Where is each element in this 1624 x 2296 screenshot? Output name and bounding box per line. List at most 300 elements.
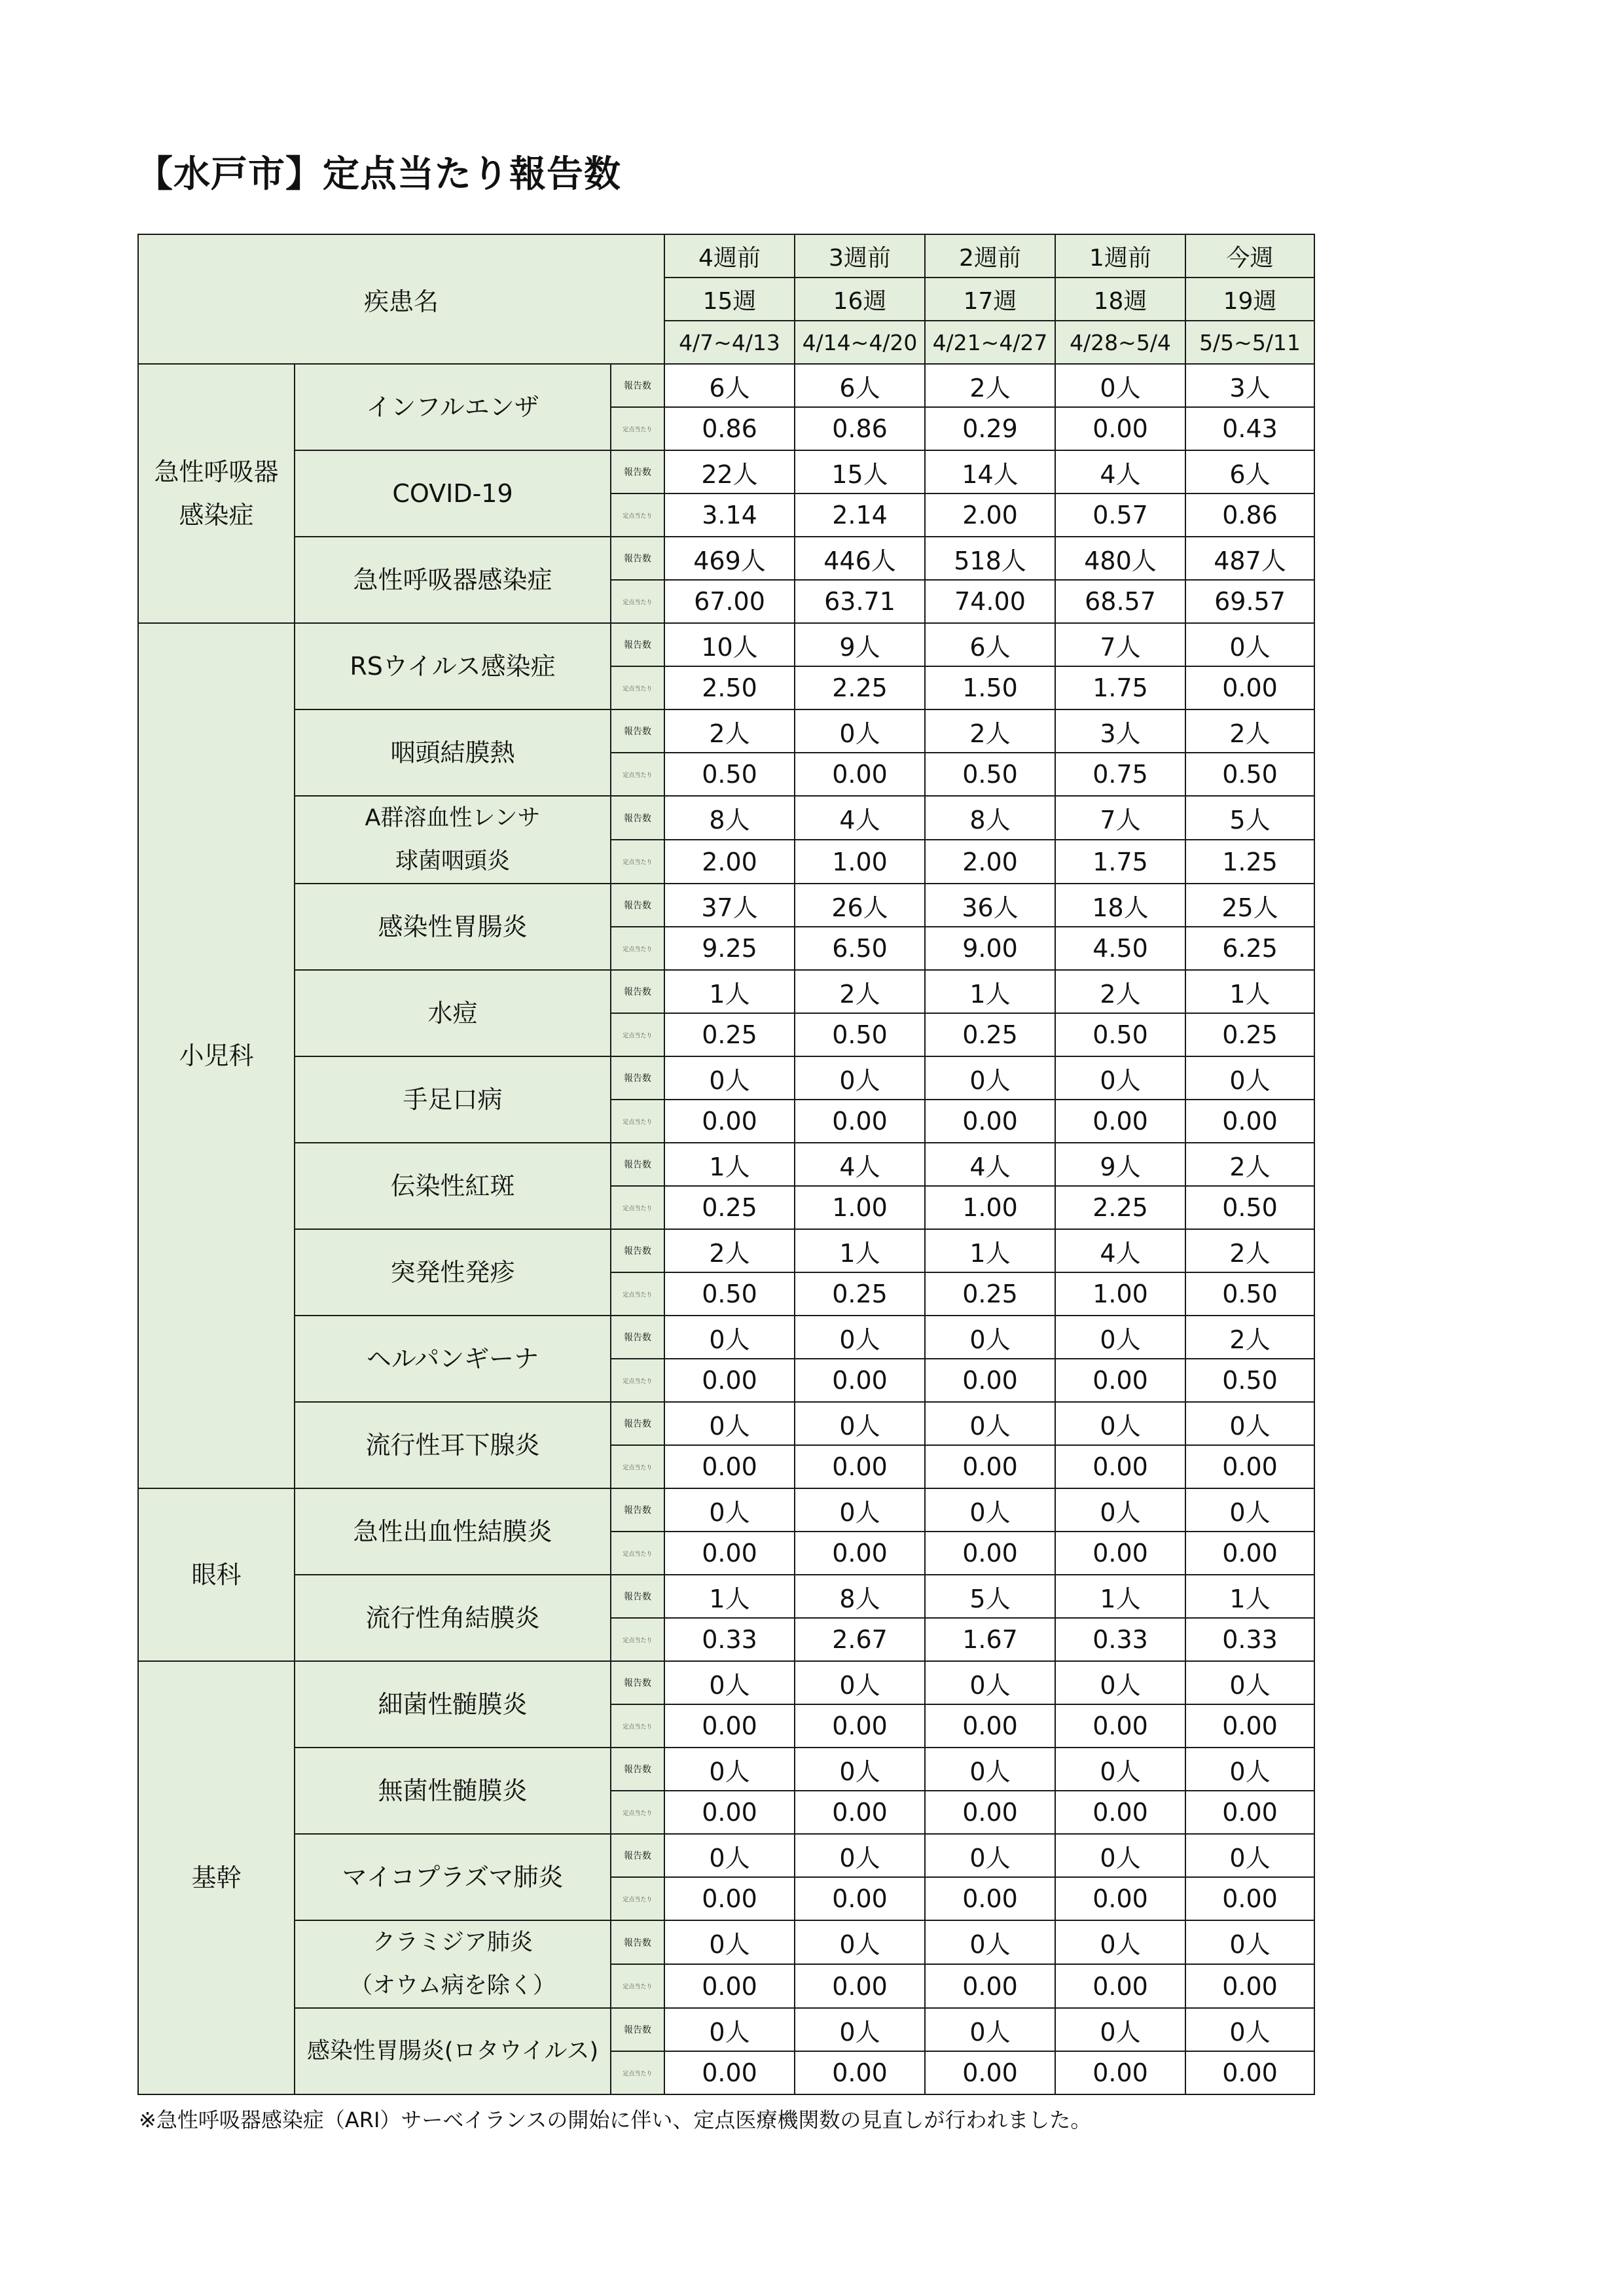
report-count-cell: 0人 — [795, 1488, 925, 1532]
reports-label: 報告数 — [611, 970, 664, 1013]
week-dates-header: 4/21~4/27 — [925, 321, 1055, 364]
report-count-cell: 4人 — [1055, 1229, 1185, 1272]
disease-name-cell: 咽頭結膜熱 — [295, 709, 611, 796]
per-point-value-cell: 0.00 — [1055, 1877, 1185, 1920]
report-count-cell: 0人 — [1185, 1661, 1314, 1704]
report-count-cell: 0人 — [925, 1748, 1055, 1791]
per-point-label: 定点当たり — [611, 1964, 664, 2008]
per-point-value-cell: 0.50 — [925, 753, 1055, 796]
reports-label: 報告数 — [611, 537, 664, 580]
per-point-value-cell: 0.00 — [925, 1532, 1055, 1575]
per-point-value-cell: 1.50 — [925, 666, 1055, 709]
week-ago-header: 3週前 — [795, 234, 925, 278]
per-point-value-cell: 0.50 — [795, 1013, 925, 1056]
per-point-value-cell: 0.50 — [1185, 1272, 1314, 1316]
report-count-cell: 26人 — [795, 884, 925, 927]
per-point-value-cell: 1.00 — [795, 840, 925, 884]
per-point-value-cell: 0.00 — [1055, 1704, 1185, 1748]
per-point-value-cell: 1.67 — [925, 1618, 1055, 1661]
per-point-value-cell: 0.86 — [795, 407, 925, 450]
report-count-cell: 0人 — [664, 1402, 795, 1445]
disease-name-cell: インフルエンザ — [295, 364, 611, 450]
per-point-value-cell: 2.25 — [795, 666, 925, 709]
report-count-cell: 0人 — [795, 1661, 925, 1704]
per-point-value-cell: 0.25 — [664, 1013, 795, 1056]
category-cell: 基幹 — [138, 1661, 295, 2094]
report-count-cell: 0人 — [1185, 1834, 1314, 1877]
disease-name-cell: マイコプラズマ肺炎 — [295, 1834, 611, 1920]
report-count-row — [138, 1575, 1314, 1618]
report-count-cell: 1人 — [1055, 1575, 1185, 1618]
report-count-cell: 10人 — [664, 623, 795, 666]
per-point-value-cell: 0.57 — [1055, 493, 1185, 537]
disease-name-cell: ヘルパンギーナ — [295, 1316, 611, 1402]
report-count-cell: 2人 — [925, 709, 1055, 753]
per-point-value-cell: 0.00 — [795, 1532, 925, 1575]
report-count-cell: 7人 — [1055, 623, 1185, 666]
per-point-value-cell: 0.00 — [1055, 1100, 1185, 1143]
report-count-cell: 15人 — [795, 450, 925, 493]
disease-name-cell: 突発性発疹 — [295, 1229, 611, 1316]
report-count-cell: 446人 — [795, 537, 925, 580]
per-point-value-cell: 0.50 — [1185, 753, 1314, 796]
reports-label: 報告数 — [611, 1834, 664, 1877]
report-count-cell: 0人 — [1055, 2008, 1185, 2051]
report-count-cell: 518人 — [925, 537, 1055, 580]
reports-label: 報告数 — [611, 364, 664, 407]
report-count-cell: 0人 — [1055, 1056, 1185, 1100]
per-point-label: 定点当たり — [611, 580, 664, 623]
per-point-label: 定点当たり — [611, 1100, 664, 1143]
per-point-value-cell: 2.00 — [925, 840, 1055, 884]
report-count-cell: 0人 — [795, 1748, 925, 1791]
disease-name-cell: 流行性角結膜炎 — [295, 1575, 611, 1661]
per-point-value-cell: 0.00 — [925, 2051, 1055, 2094]
report-count-cell: 2人 — [664, 709, 795, 753]
per-point-value-cell: 0.00 — [1055, 1445, 1185, 1488]
week-dates-header: 4/28~5/4 — [1055, 321, 1185, 364]
per-point-value-cell: 6.25 — [1185, 927, 1314, 970]
per-point-value-cell: 68.57 — [1055, 580, 1185, 623]
category-cell: 小児科 — [138, 623, 295, 1488]
per-point-value-cell: 0.50 — [1055, 1013, 1185, 1056]
week-week-header: 17週 — [925, 278, 1055, 321]
report-count-cell: 1人 — [1185, 970, 1314, 1013]
per-point-value-cell: 0.00 — [1055, 1359, 1185, 1402]
category-cell: 急性呼吸器 感染症 — [138, 364, 295, 623]
per-point-value-cell: 0.00 — [925, 1877, 1055, 1920]
per-point-value-cell: 0.00 — [795, 1964, 925, 2008]
report-count-cell: 0人 — [925, 1316, 1055, 1359]
per-point-value-cell: 0.00 — [664, 1445, 795, 1488]
report-count-cell: 2人 — [925, 364, 1055, 407]
reports-label: 報告数 — [611, 1056, 664, 1100]
week-week-header: 18週 — [1055, 278, 1185, 321]
report-count-cell: 0人 — [664, 1920, 795, 1964]
per-point-value-cell: 0.00 — [925, 1791, 1055, 1834]
per-point-value-cell: 0.25 — [1185, 1013, 1314, 1056]
per-point-value-cell: 2.00 — [925, 493, 1055, 537]
per-point-value-cell: 3.14 — [664, 493, 795, 537]
per-point-value-cell: 0.00 — [1055, 1964, 1185, 2008]
per-point-value-cell: 0.00 — [664, 1964, 795, 2008]
report-count-cell: 0人 — [664, 1661, 795, 1704]
report-count-row — [138, 2008, 1314, 2051]
report-count-cell: 2人 — [664, 1229, 795, 1272]
per-point-value-cell: 0.00 — [925, 1359, 1055, 1402]
per-point-value-cell: 0.33 — [1055, 1618, 1185, 1661]
per-point-value-cell: 0.00 — [1185, 666, 1314, 709]
report-count-cell: 0人 — [795, 1920, 925, 1964]
per-point-value-cell: 2.00 — [664, 840, 795, 884]
reports-label: 報告数 — [611, 884, 664, 927]
header-row — [138, 234, 1314, 278]
reports-label: 報告数 — [611, 1143, 664, 1186]
per-point-label: 定点当たり — [611, 1791, 664, 1834]
report-count-cell: 3人 — [1185, 364, 1314, 407]
report-count-cell: 0人 — [664, 1316, 795, 1359]
report-count-row — [138, 1661, 1314, 1704]
report-count-cell: 6人 — [664, 364, 795, 407]
report-count-cell: 0人 — [1055, 1316, 1185, 1359]
report-count-row — [138, 1056, 1314, 1100]
per-point-value-cell: 0.86 — [1185, 493, 1314, 537]
disease-name-cell: 無菌性髄膜炎 — [295, 1748, 611, 1834]
report-count-cell: 480人 — [1055, 537, 1185, 580]
disease-name-cell: A群溶血性レンサ 球菌咽頭炎 — [295, 796, 611, 884]
per-point-value-cell: 0.00 — [664, 1704, 795, 1748]
per-point-value-cell: 69.57 — [1185, 580, 1314, 623]
per-point-value-cell: 0.50 — [1185, 1359, 1314, 1402]
per-point-value-cell: 0.00 — [1185, 2051, 1314, 2094]
report-count-cell: 0人 — [925, 1920, 1055, 1964]
per-point-value-cell: 0.29 — [925, 407, 1055, 450]
disease-name-cell: 急性出血性結膜炎 — [295, 1488, 611, 1575]
reports-label: 報告数 — [611, 796, 664, 840]
per-point-value-cell: 9.25 — [664, 927, 795, 970]
per-point-value-cell: 0.33 — [664, 1618, 795, 1661]
per-point-value-cell: 0.00 — [925, 1100, 1055, 1143]
report-count-row — [138, 450, 1314, 493]
per-point-value-cell: 0.00 — [1185, 1704, 1314, 1748]
report-count-cell: 2人 — [1185, 1316, 1314, 1359]
per-point-value-cell: 63.71 — [795, 580, 925, 623]
per-point-value-cell: 0.33 — [1185, 1618, 1314, 1661]
per-point-value-cell: 74.00 — [925, 580, 1055, 623]
report-count-row — [138, 537, 1314, 580]
report-count-cell: 0人 — [1055, 1488, 1185, 1532]
per-point-value-cell: 0.00 — [664, 1877, 795, 1920]
reports-label: 報告数 — [611, 1661, 664, 1704]
per-point-value-cell: 0.50 — [664, 753, 795, 796]
week-ago-header: 4週前 — [664, 234, 795, 278]
per-point-value-cell: 1.00 — [1055, 1272, 1185, 1316]
report-count-cell: 0人 — [795, 1056, 925, 1100]
report-count-cell: 2人 — [1185, 1229, 1314, 1272]
report-count-row — [138, 1229, 1314, 1272]
disease-name-cell: 流行性耳下腺炎 — [295, 1402, 611, 1488]
per-point-value-cell: 0.25 — [925, 1013, 1055, 1056]
report-count-cell: 9人 — [1055, 1143, 1185, 1186]
report-count-cell: 4人 — [1055, 450, 1185, 493]
report-count-cell: 3人 — [1055, 709, 1185, 753]
per-point-value-cell: 67.00 — [664, 580, 795, 623]
per-point-value-cell: 0.00 — [795, 1877, 925, 1920]
disease-name-cell: 感染性胃腸炎(ロタウイルス) — [295, 2008, 611, 2094]
per-point-value-cell: 0.00 — [1055, 2051, 1185, 2094]
per-point-value-cell: 0.00 — [795, 1704, 925, 1748]
report-count-cell: 14人 — [925, 450, 1055, 493]
reports-label: 報告数 — [611, 1748, 664, 1791]
report-count-row — [138, 1834, 1314, 1877]
per-point-label: 定点当たり — [611, 407, 664, 450]
per-point-value-cell: 2.50 — [664, 666, 795, 709]
per-point-value-cell: 4.50 — [1055, 927, 1185, 970]
report-count-cell: 0人 — [795, 1834, 925, 1877]
report-count-cell: 37人 — [664, 884, 795, 927]
report-count-cell: 0人 — [925, 1056, 1055, 1100]
report-count-cell: 4人 — [925, 1143, 1055, 1186]
report-count-row — [138, 1920, 1314, 1964]
report-count-cell: 22人 — [664, 450, 795, 493]
report-count-cell: 1人 — [664, 1143, 795, 1186]
report-count-cell: 6人 — [1185, 450, 1314, 493]
per-point-label: 定点当たり — [611, 753, 664, 796]
report-count-cell: 25人 — [1185, 884, 1314, 927]
disease-name-header: 疾患名 — [138, 234, 664, 364]
per-point-value-cell: 0.00 — [795, 1359, 925, 1402]
report-count-row — [138, 796, 1314, 840]
per-point-label: 定点当たり — [611, 1272, 664, 1316]
report-count-cell: 0人 — [664, 1488, 795, 1532]
report-count-cell: 8人 — [664, 796, 795, 840]
per-point-value-cell: 0.00 — [664, 2051, 795, 2094]
disease-name-cell: 急性呼吸器感染症 — [295, 537, 611, 623]
disease-name-cell: 細菌性髄膜炎 — [295, 1661, 611, 1748]
per-point-value-cell: 0.00 — [795, 1445, 925, 1488]
report-count-cell: 0人 — [664, 1834, 795, 1877]
report-count-cell: 1人 — [925, 970, 1055, 1013]
per-point-value-cell: 0.00 — [1185, 1532, 1314, 1575]
report-count-cell: 1人 — [925, 1229, 1055, 1272]
report-count-cell: 2人 — [1185, 709, 1314, 753]
per-point-value-cell: 0.50 — [664, 1272, 795, 1316]
report-count-cell: 0人 — [1185, 1402, 1314, 1445]
per-point-value-cell: 0.00 — [1185, 1877, 1314, 1920]
reports-label: 報告数 — [611, 623, 664, 666]
category-cell: 眼科 — [138, 1488, 295, 1661]
report-count-cell: 487人 — [1185, 537, 1314, 580]
per-point-value-cell: 1.00 — [795, 1186, 925, 1229]
per-point-value-cell: 0.00 — [1185, 1100, 1314, 1143]
disease-name-cell: 水痘 — [295, 970, 611, 1056]
per-point-value-cell: 2.25 — [1055, 1186, 1185, 1229]
report-count-cell: 0人 — [1185, 1748, 1314, 1791]
report-count-cell: 0人 — [1185, 1488, 1314, 1532]
report-count-cell: 2人 — [1185, 1143, 1314, 1186]
per-point-value-cell: 0.00 — [1185, 1791, 1314, 1834]
footnote: ※急性呼吸器感染症（ARI）サーベイランスの開始に伴い、定点医療機関数の見直しが行われました。 — [139, 2108, 1092, 2132]
report-count-row — [138, 884, 1314, 927]
report-count-cell: 1人 — [664, 970, 795, 1013]
week-week-header: 15週 — [664, 278, 795, 321]
report-count-row — [138, 623, 1314, 666]
per-point-value-cell: 0.00 — [1055, 1791, 1185, 1834]
week-dates-header: 4/14~4/20 — [795, 321, 925, 364]
report-count-cell: 4人 — [795, 796, 925, 840]
report-count-cell: 6人 — [795, 364, 925, 407]
report-count-cell: 0人 — [925, 1834, 1055, 1877]
disease-name-cell: COVID-19 — [295, 450, 611, 537]
per-point-value-cell: 0.50 — [1185, 1186, 1314, 1229]
report-count-cell: 469人 — [664, 537, 795, 580]
report-count-cell: 1人 — [664, 1575, 795, 1618]
per-point-value-cell: 1.00 — [925, 1186, 1055, 1229]
per-point-value-cell: 0.00 — [1185, 1445, 1314, 1488]
per-point-label: 定点当たり — [611, 1532, 664, 1575]
per-point-value-cell: 0.00 — [925, 1445, 1055, 1488]
per-point-value-cell: 0.00 — [925, 1964, 1055, 2008]
report-count-row — [138, 1143, 1314, 1186]
reports-label: 報告数 — [611, 1229, 664, 1272]
report-count-cell: 0人 — [1185, 1056, 1314, 1100]
per-point-value-cell: 0.25 — [925, 1272, 1055, 1316]
disease-name-cell: 手足口病 — [295, 1056, 611, 1143]
report-count-row — [138, 1488, 1314, 1532]
per-point-value-cell: 0.00 — [1185, 1964, 1314, 2008]
per-point-label: 定点当たり — [611, 493, 664, 537]
report-count-cell: 0人 — [795, 1402, 925, 1445]
per-point-value-cell: 0.25 — [664, 1186, 795, 1229]
per-point-value-cell: 0.00 — [925, 1704, 1055, 1748]
report-count-cell: 36人 — [925, 884, 1055, 927]
report-count-cell: 0人 — [795, 2008, 925, 2051]
report-count-cell: 18人 — [1055, 884, 1185, 927]
per-point-value-cell: 0.00 — [664, 1100, 795, 1143]
per-point-label: 定点当たり — [611, 1445, 664, 1488]
disease-name-cell: クラミジア肺炎 （オウム病を除く） — [295, 1920, 611, 2008]
per-point-value-cell: 0.00 — [795, 2051, 925, 2094]
per-point-label: 定点当たり — [611, 1013, 664, 1056]
per-point-value-cell: 2.67 — [795, 1618, 925, 1661]
page-title: 【水戸市】定点当たり報告数 — [136, 153, 621, 196]
report-count-cell: 2人 — [1055, 970, 1185, 1013]
per-point-value-cell: 0.00 — [1055, 407, 1185, 450]
per-point-value-cell: 0.00 — [664, 1532, 795, 1575]
report-count-cell: 0人 — [1185, 623, 1314, 666]
report-count-cell: 0人 — [1055, 1661, 1185, 1704]
reports-label: 報告数 — [611, 1316, 664, 1359]
disease-name-cell: 伝染性紅斑 — [295, 1143, 611, 1229]
per-point-value-cell: 0.00 — [664, 1791, 795, 1834]
week-ago-header: 1週前 — [1055, 234, 1185, 278]
report-count-cell: 9人 — [795, 623, 925, 666]
per-point-label: 定点当たり — [611, 1618, 664, 1661]
report-count-row — [138, 1316, 1314, 1359]
report-count-cell: 7人 — [1055, 796, 1185, 840]
per-point-value-cell: 9.00 — [925, 927, 1055, 970]
report-count-cell: 0人 — [795, 1316, 925, 1359]
report-table — [137, 234, 1315, 2095]
disease-name-cell: RSウイルス感染症 — [295, 623, 611, 709]
per-point-value-cell: 0.00 — [1055, 1532, 1185, 1575]
report-count-cell: 0人 — [1185, 2008, 1314, 2051]
per-point-value-cell: 1.75 — [1055, 840, 1185, 884]
week-ago-header: 2週前 — [925, 234, 1055, 278]
week-week-header: 19週 — [1185, 278, 1314, 321]
week-dates-header: 5/5~5/11 — [1185, 321, 1314, 364]
per-point-value-cell: 0.43 — [1185, 407, 1314, 450]
report-count-cell: 0人 — [1055, 1834, 1185, 1877]
report-count-cell: 8人 — [925, 796, 1055, 840]
reports-label: 報告数 — [611, 1402, 664, 1445]
report-count-cell: 0人 — [1055, 1748, 1185, 1791]
week-ago-header: 今週 — [1185, 234, 1314, 278]
reports-label: 報告数 — [611, 2008, 664, 2051]
report-count-cell: 1人 — [795, 1229, 925, 1272]
per-point-label: 定点当たり — [611, 927, 664, 970]
reports-label: 報告数 — [611, 709, 664, 753]
per-point-value-cell: 0.75 — [1055, 753, 1185, 796]
reports-label: 報告数 — [611, 450, 664, 493]
per-point-label: 定点当たり — [611, 2051, 664, 2094]
per-point-label: 定点当たり — [611, 1704, 664, 1748]
report-count-row — [138, 1748, 1314, 1791]
report-count-cell: 2人 — [795, 970, 925, 1013]
report-count-cell: 0人 — [1055, 1402, 1185, 1445]
disease-name-cell: 感染性胃腸炎 — [295, 884, 611, 970]
report-count-row — [138, 709, 1314, 753]
report-count-cell: 5人 — [1185, 796, 1314, 840]
report-count-cell: 0人 — [1055, 364, 1185, 407]
week-dates-header: 4/7~4/13 — [664, 321, 795, 364]
report-count-cell: 0人 — [925, 1402, 1055, 1445]
per-point-label: 定点当たり — [611, 1186, 664, 1229]
report-count-cell: 6人 — [925, 623, 1055, 666]
report-count-row — [138, 970, 1314, 1013]
per-point-label: 定点当たり — [611, 1877, 664, 1920]
per-point-value-cell: 0.00 — [664, 1359, 795, 1402]
per-point-value-cell: 2.14 — [795, 493, 925, 537]
report-count-row — [138, 1402, 1314, 1445]
per-point-value-cell: 0.86 — [664, 407, 795, 450]
per-point-value-cell: 1.75 — [1055, 666, 1185, 709]
per-point-label: 定点当たり — [611, 1359, 664, 1402]
report-count-cell: 0人 — [664, 2008, 795, 2051]
report-count-cell: 0人 — [925, 1661, 1055, 1704]
report-count-cell: 4人 — [795, 1143, 925, 1186]
report-count-row — [138, 364, 1314, 407]
report-count-cell: 0人 — [1185, 1920, 1314, 1964]
report-count-cell: 0人 — [664, 1056, 795, 1100]
week-week-header: 16週 — [795, 278, 925, 321]
per-point-label: 定点当たり — [611, 666, 664, 709]
per-point-value-cell: 6.50 — [795, 927, 925, 970]
reports-label: 報告数 — [611, 1488, 664, 1532]
report-count-cell: 5人 — [925, 1575, 1055, 1618]
report-count-cell: 0人 — [664, 1748, 795, 1791]
per-point-label: 定点当たり — [611, 840, 664, 884]
report-count-cell: 0人 — [925, 1488, 1055, 1532]
report-count-cell: 0人 — [925, 2008, 1055, 2051]
per-point-value-cell: 0.00 — [795, 1100, 925, 1143]
per-point-value-cell: 0.00 — [795, 1791, 925, 1834]
report-count-cell: 1人 — [1185, 1575, 1314, 1618]
report-count-cell: 8人 — [795, 1575, 925, 1618]
per-point-value-cell: 1.25 — [1185, 840, 1314, 884]
per-point-value-cell: 0.00 — [795, 753, 925, 796]
per-point-value-cell: 0.25 — [795, 1272, 925, 1316]
